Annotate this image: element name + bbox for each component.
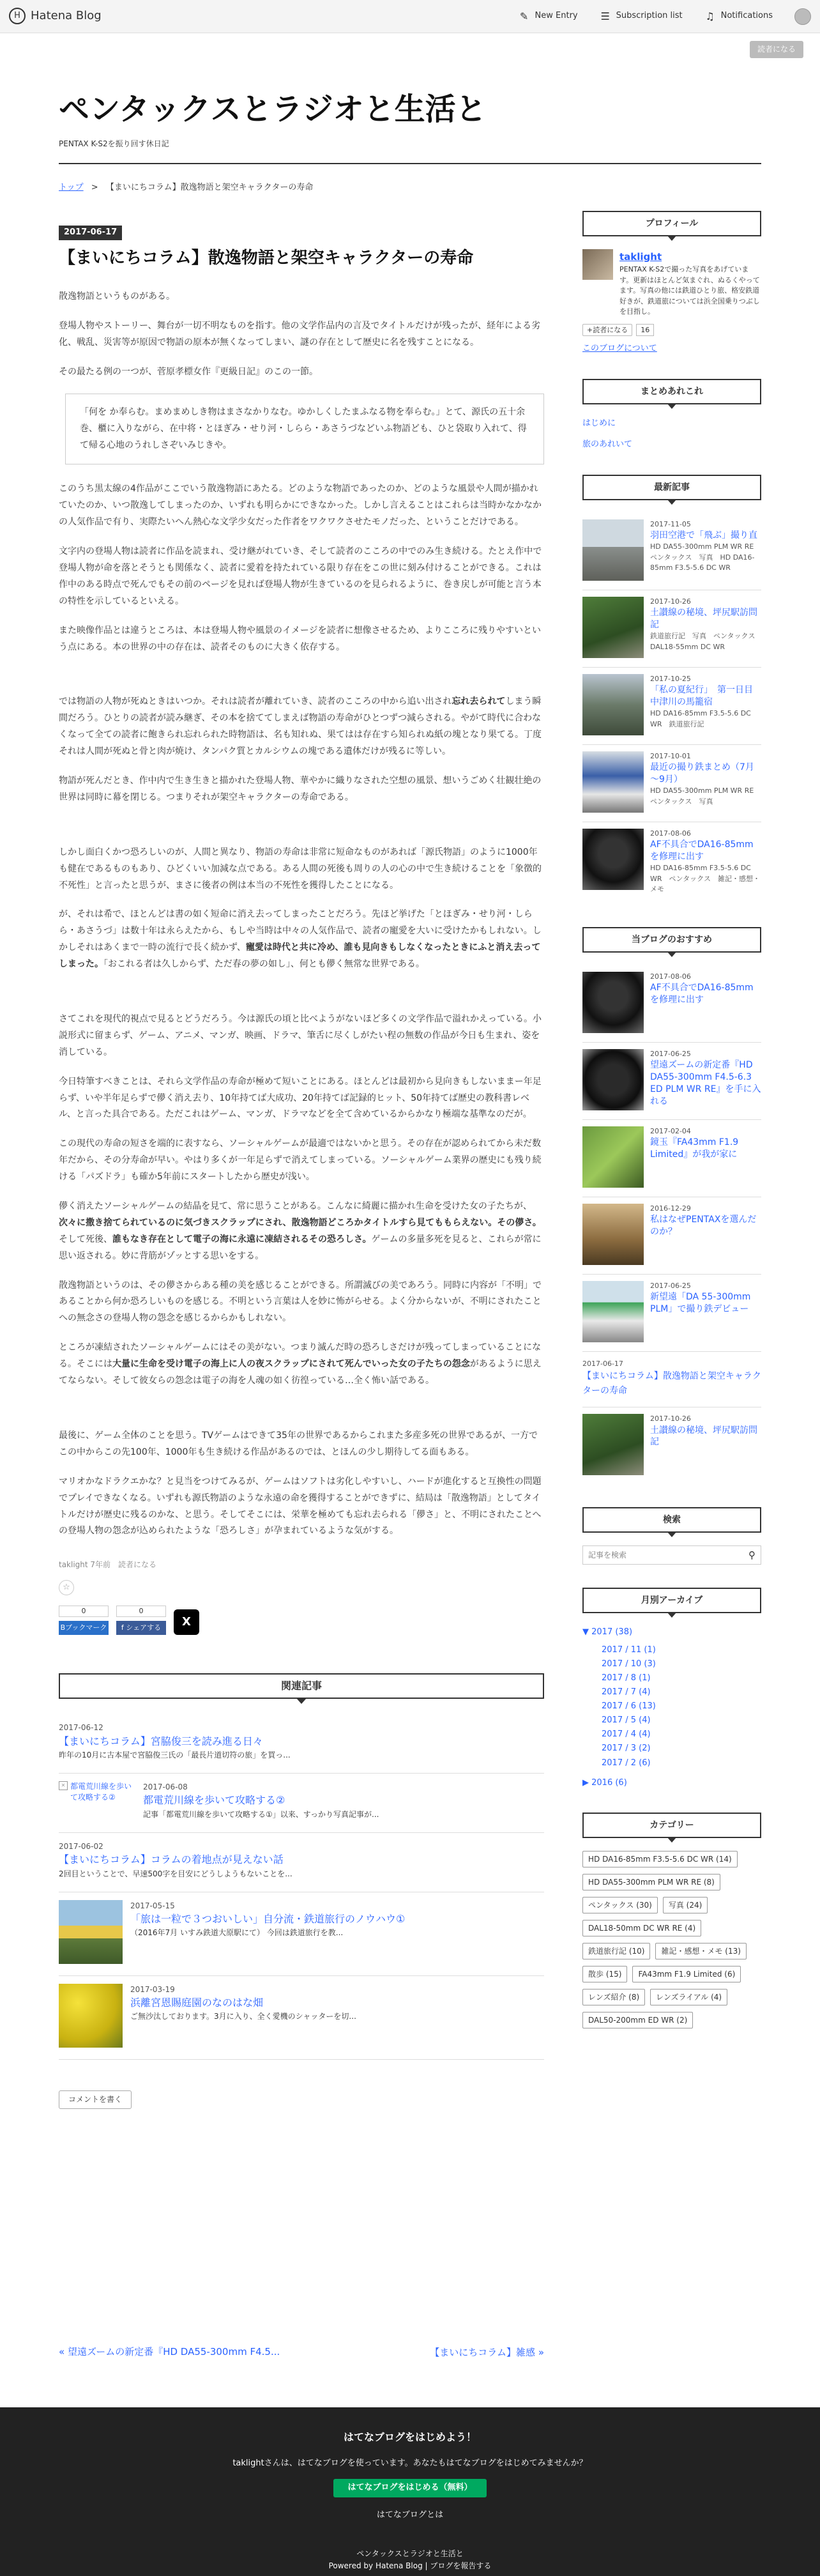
recent-heading: 最新記事 <box>582 475 761 500</box>
recommend-entry[interactable] <box>582 1197 761 1275</box>
write-comment-button[interactable]: コメントを書く <box>59 2090 132 2109</box>
recent-date: 2017-10-01 <box>650 751 691 760</box>
next-entry-link[interactable]: 【まいにちコラム】雑感 » <box>430 2347 544 2358</box>
archive-year-2017[interactable]: ▼ 2017 (38) <box>582 1627 633 1637</box>
recent-title[interactable]: 最近の撮り鉄まとめ（7月～9月） <box>650 762 754 785</box>
related-date: 2017-06-02 <box>59 1842 103 1851</box>
hatena-logo-icon: H <box>9 8 26 24</box>
category-link[interactable]: 雑記・感想・メモ (13) <box>655 1943 746 1959</box>
archive-month-link[interactable]: 2017 / 10 (3) <box>602 1659 656 1669</box>
bookmark-count: 0 <box>59 1606 109 1617</box>
recommend-title[interactable]: 鏡玉『FA43mm F1.9 Limited』が我が家に <box>650 1137 739 1160</box>
bold-segment: 大量に生命を受け電子の海上に人の夜スクラップにされて死んでいった女の子たちの怨念 <box>112 1359 470 1370</box>
recent-title[interactable]: 土讃線の秘境、坪尻駅訪問記 <box>650 608 757 631</box>
new-entry-label: New Entry <box>535 11 578 21</box>
entry-paragraph: また映像作品とは違うところは、本は登場人物や風景のイメージを読者に想像させるため、よりこころに残りやすいという点にある。本の世界の中の存在は、読者そのものに大きく依存する。 <box>59 625 542 652</box>
recent-date: 2017-11-05 <box>650 519 691 528</box>
archive-heading: 月別アーカイブ <box>582 1588 761 1613</box>
profile-subscribe-button[interactable]: +読者になる <box>582 324 632 337</box>
recommend-thumbnail[interactable] <box>582 1204 644 1265</box>
facebook-count: 0 <box>116 1606 166 1617</box>
category-link[interactable]: レンズ紹介 (8) <box>582 1989 645 2005</box>
text-segment: 儚く消えたソーシャルゲームの結晶を見て、常に思うことがある。こんなに綺麗に描かれ生命を受けた女の子たちが、 <box>59 1201 532 1212</box>
pencil-icon: ✎ <box>519 10 529 22</box>
related-excerpt: ご無沙汰しております。3月に入り、全く愛機のシャッターを切... <box>130 2012 356 2021</box>
powered-by: Powered by Hatena Blog <box>328 2561 423 2571</box>
new-entry-button[interactable] <box>519 8 578 25</box>
category-link[interactable]: 鉄道旅行記 (10) <box>582 1943 650 1959</box>
related-excerpt: 昨年の10月に古本屋で宮脇俊三氏の「最長片道切符の旅」を買っ... <box>59 1751 291 1760</box>
breadcrumb-top-link[interactable]: トップ <box>59 183 84 192</box>
category-link[interactable]: DAL50-200mm ED WR (2) <box>582 2012 693 2028</box>
related-title[interactable]: 浜離宮恩賜庭園のなのはな畑 <box>130 1996 264 2009</box>
entry-meta[interactable]: taklight 7年前 読者になる <box>59 1560 157 1570</box>
bold-segment: 誰もなき存在として電子の海に永遠に凍結されるその恐ろしさ。 <box>112 1234 372 1245</box>
recommend-date: 2017-06-25 <box>650 1049 691 1058</box>
prev-entry-link[interactable]: « 望遠ズームの新定番『HD DA55-300mm F4.5... <box>59 2346 280 2358</box>
notifications-label: Notifications <box>720 11 773 21</box>
share-buttons <box>59 1606 544 1635</box>
entry-paragraph <box>59 1199 544 1265</box>
recent-entry[interactable] <box>582 745 761 822</box>
footer-blog-link[interactable]: ペンタックスとラジオと生活と <box>356 2549 464 2558</box>
related-heading: 関連記事 <box>59 1673 544 1699</box>
search-icon[interactable]: ⚲ <box>748 1549 755 1561</box>
entry-paragraph: この現代の寿命の短さを端的に表すなら、ソーシャルゲームが最適ではないかと思う。その存在が認められてから未だ数年だから、その分寿命が早い。やはり多くが一年足らずで消えてしまっている。ソーシャルゲーム業界の歴史にも残り続ける「パズドラ」も確か5年前にスタートしたから歴史が浅い。 <box>59 1138 542 1183</box>
recent-title[interactable]: 羽田空港で「飛ぶ」撮り直 <box>650 530 757 541</box>
recent-title[interactable]: AF不具合でDA16-85mmを修理に出す <box>650 839 754 862</box>
bold-segment: 次々に撒き捨てられているのに気づきスクラップにされ、散逸物語どころかタイトルすら見てももらえない。その儚さ。 <box>59 1217 542 1228</box>
related-thumbnail[interactable] <box>59 1781 135 1821</box>
archive-module <box>582 1588 761 1790</box>
recommend-date: 2016-12-29 <box>650 1204 691 1213</box>
recommend-thumbnail[interactable] <box>582 1414 644 1475</box>
recommend-date: 2017-08-06 <box>650 972 691 981</box>
recent-entry[interactable] <box>582 513 761 590</box>
recent-categories: 鉄道旅行記 写真 ペンタックス DAL18-55mm DC WR <box>650 632 763 651</box>
related-date: 2017-06-08 <box>143 1782 188 1792</box>
related-thumbnail[interactable] <box>59 1900 123 1964</box>
entry-paragraph <box>59 907 544 973</box>
recommend-title[interactable]: 土讃線の秘境、坪尻駅訪問記 <box>650 1425 757 1448</box>
text-segment: ところが凍結されたソーシャルゲームにはその美がない。つまり滅んだ時の恐ろしさだけが残ってしまっていることになる。そこには <box>59 1342 542 1370</box>
recent-thumbnail[interactable] <box>582 597 644 658</box>
report-blog-link[interactable]: ブログを報告する <box>430 2561 492 2571</box>
entry-body <box>59 289 544 1540</box>
recommend-title[interactable]: 私はなぜPENTAXを選んだのか？ <box>650 1215 757 1238</box>
category-link[interactable]: 写真 (24) <box>663 1897 708 1913</box>
related-date: 2017-06-12 <box>59 1723 103 1733</box>
recent-thumbnail[interactable] <box>582 674 644 735</box>
related-title[interactable]: 【まいにちコラム】宮脇俊三を読み進る日々 <box>59 1735 263 1747</box>
matome-module <box>582 379 761 452</box>
subscription-label: Subscription list <box>616 11 683 21</box>
entry-paragraph: しかし面白くかつ恐ろしいのが、人間と異なり、物語の寿命は非常に短命なものがあれば「源氏物語」のように1000年も健在であるものもあり、ひどくいい加減な点である。ある人間の死後も周りの人の心の中で生き続けることを「象徴的不死性」と言ったと思うが、まさに後者の例は本当の不死性を獲得したことになる。 <box>59 847 542 891</box>
recent-title[interactable]: 「私の夏紀行」 第一日目 中津川の馬籠宿 <box>650 685 762 708</box>
footer-text: taklightさんは、はてなブログを使っています。あなたもはてなブログをはじめてみませんか？ <box>232 2458 588 2468</box>
related-thumbnail[interactable] <box>59 1984 123 2048</box>
recommend-title[interactable]: 望遠ズームの新定番『HD DA55-300mm F4.5-6.3 ED PLM WR RE』を手に入れる <box>650 1060 761 1107</box>
recent-date: 2017-08-06 <box>650 829 691 838</box>
recommend-title[interactable]: AF不具合でDA16-85mmを修理に出す <box>650 983 754 1006</box>
entry-title[interactable]: 【まいにちコラム】散逸物語と架空キャラクターの寿命 <box>59 248 474 268</box>
subscribe-reader-button[interactable]: 読者になる <box>750 41 803 58</box>
archive-month-link[interactable]: 2017 / 6 (13) <box>602 1701 656 1712</box>
archive-year-2016[interactable]: ▶ 2016 (6) <box>582 1777 627 1788</box>
category-link[interactable]: FA43mm F1.9 Limited (6) <box>632 1966 741 1982</box>
archive-month-link[interactable]: 2017 / 3 (2) <box>602 1744 651 1754</box>
recommend-thumbnail[interactable] <box>582 1126 644 1188</box>
category-link[interactable]: HD DA16-85mm F3.5-5.6 DC WR (14) <box>582 1851 738 1867</box>
thumbnail-alt-text: 都電荒川線を歩いて攻略する② <box>70 1782 132 1802</box>
bold-segment: 寵愛は時代と共に冷め、誰も見向きもしなくなったときにふと消え去ってしまった。 <box>59 942 541 970</box>
facebook-label: f シェアする <box>116 1621 166 1635</box>
recommend-entry[interactable] <box>582 965 761 1043</box>
entry-paragraph: このうち黒太線の4作品がここでいう散逸物語にあたる。どのような物語であったのか、どのような風景や人間が描かれていたのか、いつ散逸してしまったのか、いずれも明らかにできなかった。しかし言えることはこれらは当時かなかなかの人気作品で有り、実際たいへん熱心な文学少女だった作者をワクワクさせたモノだった、ということだけである。 <box>59 484 542 528</box>
related-list <box>59 1714 544 2059</box>
notifications-button[interactable] <box>704 8 773 25</box>
archive-month-link[interactable]: 2017 / 4 (4) <box>602 1729 651 1740</box>
recommend-module <box>582 927 761 1484</box>
category-link[interactable]: レンズライアル (4) <box>650 1989 727 2005</box>
entry-paragraph: 散逸物語というのは、その儚さからある種の美を感じることができる。所謂滅びの美であろう。同時に内容が「不明」であることから何か恐ろしいものを感じる。不明という言葉は人を妙に怖がらせる。よく分からないが、不明にされたことへの無念さの登場人物の怨念を感じるからかもしれない。 <box>59 1280 542 1324</box>
recent-categories: HD DA16-85mm F3.5-5.6 DC WR ペンタックス 雑記・感想・メモ <box>650 864 760 894</box>
header-divider <box>59 163 761 164</box>
search-module <box>582 1507 761 1565</box>
related-item[interactable] <box>59 1774 544 1833</box>
global-nav <box>519 8 811 25</box>
footer-copyright: ペンタックスとラジオと生活と Powered by Hatena Blog | ブログを報告する <box>328 2549 492 2571</box>
blog-header <box>59 89 761 151</box>
profile-heading: プロフィール <box>582 211 761 236</box>
search-input[interactable] <box>588 1551 748 1560</box>
related-title[interactable]: 都電荒川線を歩いて攻略する② <box>143 1794 285 1807</box>
related-item[interactable] <box>59 1714 544 1774</box>
recent-thumbnail[interactable] <box>582 829 644 890</box>
recommend-title[interactable]: 新望遠「DA 55-300mm PLM」で撮り鉄デビュー <box>650 1292 751 1315</box>
recent-date: 2017-10-25 <box>650 674 691 683</box>
category-link[interactable]: DAL18-50mm DC WR RE (4) <box>582 1920 701 1936</box>
list-icon: ☰ <box>600 10 610 22</box>
recommend-entry[interactable] <box>582 1120 761 1197</box>
recommend-entry[interactable] <box>582 1352 761 1407</box>
archive-month-link[interactable]: 2017 / 11 (1) <box>602 1644 656 1655</box>
broken-image-icon: ✕ <box>59 1781 68 1790</box>
entry-paragraph: 物語が死んだとき、作中内で生き生きと描かれた登場人物、華やかに織りなされた空想の風景、想いうごめく壮観壮絶の世界は同時に幕を閉じる。つまりそれが架空キャラクターの寿命である。 <box>59 776 542 802</box>
start-blog-button[interactable]: はてなブログをはじめる（無料） <box>333 2479 486 2497</box>
recent-categories: HD DA16-85mm F3.5-5.6 DC WR 鉄道旅行記 <box>650 709 751 728</box>
blog-description: PENTAX K-S2を振り回す休日記 <box>59 139 169 149</box>
recent-entries-module <box>582 475 761 904</box>
page-footer <box>0 2407 820 2576</box>
text-segment: では物語の人物が死ぬときはいつか。それは読者が離れていき、読者のこころの中から追い出され <box>59 696 452 707</box>
archive-month-link[interactable]: 2017 / 5 (4) <box>602 1715 651 1726</box>
entry-paragraph: 文字内の登場人物は読者に作品を読まれ、受け継がれていき、そして読者のこころの中でのみ生き続ける。たとえ作中で登場人物が命を落とそうとも関係なく、読者に愛着を持たれている限り存在をこの世に刻み付けることができる。これは作中のある時点で死んでもその前のページを見れば登場人物が生きているのを見られるように、巻き戻しが可能と言う本の特性を示しているといえる。 <box>59 546 542 606</box>
hatena-blog-logo[interactable] <box>9 7 102 26</box>
recent-thumbnail[interactable] <box>582 519 644 581</box>
recent-entry[interactable] <box>582 822 761 904</box>
recent-categories: HD DA55-300mm PLM WR RE ペンタックス 写真 HD DA16-85mm F3.5-5.6 DC WR <box>650 542 761 572</box>
profile-description: PENTAX K-S2で撮った写真をあげています。更新はほとんど気まぐれ、ぬるくやってます。写真の他には鉄道ひとり旅、格安鉄道好きが、鉄道旅については浜全国乗りつぶしを目指し。 <box>619 265 760 316</box>
category-link[interactable]: 散歩 (15) <box>582 1966 627 1982</box>
text-segment: しまう瞬間だろう。ひとりの読者が読み継ぎ、その本を捨ててしまえば物語の寿命がひとつずつ減らされる。やがて時代に合わなくなって全ての読者に飽きられ忘れられた時物語は、名も知れぬ、果てはは存在すら知られぬ紙の塊となり果てる。丁度それは人間が死ぬと骨と肉が焼け、タンパク質とカルシウムの塊である遺体だけが残るに等しい。 <box>59 696 542 757</box>
entry-quote: 「何を か奉らむ。まめまめしき物はまさなかりなむ。ゆかしくしたまふなる物を奉らむ。」とて、源氏の五十余巻、櫃に入りながら、在中将・とほぎみ・せり河・しらら・あさうづなどいふ物語ども、ひと袋取り入れて、得て帰る心地のうれしさぞいみじきや。 <box>65 394 544 465</box>
related-title[interactable]: 「旅は一粒で３つおいしい」自分流・鉄道旅行のノウハウ① <box>130 1912 406 1925</box>
category-heading: カテゴリー <box>582 1813 761 1838</box>
reader-count: 16 <box>636 324 654 337</box>
about-hatena-link[interactable]: はてなブログとは <box>376 2510 444 2520</box>
entry-paragraph <box>59 694 544 760</box>
recent-thumbnail[interactable] <box>582 751 644 813</box>
recent-categories: HD DA55-300mm PLM WR RE ペンタックス 写真 <box>650 786 761 806</box>
related-excerpt: 記事「都電荒川線を歩いて攻略する①」以来、すっかり写真記事が... <box>143 1809 379 1819</box>
text-segment: 「おこれる者は久しからず、ただ春の夢の如し」、何とも儚く無常な世界である。 <box>103 959 425 970</box>
related-excerpt: （2016年7月 いすみ鉄道大原駅にて） 今回は鉄道旅行を教... <box>130 1928 344 1938</box>
facebook-share-button[interactable] <box>116 1606 166 1635</box>
subscription-list-button[interactable] <box>600 8 683 25</box>
archive-month-link[interactable]: 2017 / 7 (4) <box>602 1687 651 1698</box>
matome-link[interactable]: はじめに <box>582 418 616 429</box>
matome-heading: まとめあれこれ <box>582 379 761 404</box>
profile-name[interactable]: taklight <box>619 251 662 263</box>
user-avatar[interactable] <box>794 8 811 25</box>
entry-paragraph: 散逸物語というものがある。 <box>59 291 175 302</box>
entry-date[interactable]: 2017-06-17 <box>59 226 122 240</box>
category-link[interactable]: HD DA55-300mm PLM WR RE (8) <box>582 1874 720 1890</box>
entry-paragraph: マリオかなドラクエかな？と見当をつけてみるが、ゲームはソフトは劣化しやすいし、ハードが進化すると互換性の問題でプレイできなくなる。いずれも源氏物語のような永遠の命を獲得することができずに、結局は「散逸物語」としてタイトルだけが歴史に残るのかな、と思う。そしてそこには、栄華を極めても忘れ去られる「儚さ」と、不明にされたことへの登場人物の怨念が込められたような「恐ろしさ」が孕まれているような気がする。 <box>59 1476 542 1537</box>
text-segment: そして死後、 <box>59 1234 112 1245</box>
profile-module <box>582 211 761 356</box>
related-item[interactable] <box>59 1976 544 2060</box>
breadcrumb-separator: > <box>91 183 98 192</box>
bookmark-label: Bブックマーク <box>59 1621 109 1635</box>
hatena-bookmark-button[interactable] <box>59 1606 109 1635</box>
recommend-thumbnail[interactable] <box>582 1049 644 1110</box>
related-item[interactable] <box>59 1892 544 1976</box>
blog-title[interactable]: ペンタックスとラジオと生活と <box>59 91 487 127</box>
bold-segment: 忘れ去られて <box>452 696 506 707</box>
bell-icon: ♫ <box>705 10 715 22</box>
recommend-thumbnail[interactable] <box>582 1281 644 1342</box>
entry-paragraph: 最後に、ゲーム全体のことを思う。TVゲームはできて35年の世界であるからこれまた多産多死の世界であるが、一方でこの中からこの先100年、1000年も生き続ける作品があるのでは、とほんの少し期待してる面もある。 <box>59 1430 538 1457</box>
entry-main <box>59 225 544 2109</box>
text-segment: が、それは希で、ほとんどは書の如く短命に消え去ってしまったことだろう。先ほど挙げた「とほぎみ・せり河・しらら・あさうづ」は数十年は永らえたから、もしや当時は中々の人気作品で、読者の寵愛を大いに受けたかもしれない。しかしそれはあくまで一時の流行で長く続かず、 <box>59 909 542 953</box>
recommend-entry[interactable] <box>582 1275 761 1352</box>
recommend-heading: 当ブログのおすすめ <box>582 927 761 953</box>
recommend-date: 2017-06-17 <box>582 1359 623 1368</box>
entry-paragraph: 登場人物やストーリー、舞台が一切不明なものを指す。他の文学作品内の言及でタイトルだけが残ったが、経年による劣化、戦乱、災害等が原因で物語の原本が無くなってしまい、謎の存在として歴史に名を残すことになる。 <box>59 321 541 348</box>
profile-avatar[interactable] <box>582 249 613 280</box>
search-form <box>582 1545 761 1565</box>
related-date: 2017-03-19 <box>130 1984 175 1994</box>
entry-paragraph <box>59 1340 544 1390</box>
about-blog-link[interactable]: このブログについて <box>582 344 657 354</box>
footer-heading: はてなブログをはじめよう！ <box>343 2431 476 2443</box>
recent-entry[interactable] <box>582 590 761 668</box>
sidebar <box>582 211 761 2051</box>
x-share-button[interactable]: X <box>174 1609 199 1635</box>
related-excerpt: 2回目ということで、早速500字を目安にどうしようもないことを... <box>59 1869 292 1878</box>
breadcrumb-current: 【まいにちコラム】散逸物語と架空キャラクターの寿命 <box>105 183 314 192</box>
recent-date: 2017-10-26 <box>650 597 691 606</box>
recommend-entry[interactable] <box>582 1043 761 1120</box>
add-star-button[interactable]: ☆ <box>59 1580 74 1595</box>
recommend-date: 2017-02-04 <box>650 1126 691 1135</box>
brand-label: Hatena Blog <box>31 9 102 23</box>
recommend-title[interactable]: 【まいにちコラム】散逸物語と架空キャラクターの寿命 <box>582 1371 761 1396</box>
recommend-date: 2017-10-26 <box>650 1414 691 1423</box>
related-title[interactable]: 【まいにちコラム】コラムの着地点が見えない話 <box>59 1853 284 1866</box>
recommend-thumbnail[interactable] <box>582 972 644 1033</box>
category-module <box>582 1813 761 2028</box>
matome-link[interactable]: 旅のあれいて <box>582 440 633 450</box>
archive-month-link[interactable]: 2017 / 8 (1) <box>602 1673 651 1683</box>
recommend-date: 2017-06-25 <box>650 1281 691 1290</box>
global-header <box>0 0 820 33</box>
recent-entry[interactable] <box>582 668 761 745</box>
breadcrumb <box>59 181 313 195</box>
text-segment: があるように思えてならない。そして彼女らの怨念は電子の海を人魂の如く彷徨っている…全く怖い話である。 <box>59 1359 542 1386</box>
category-link[interactable]: ペンタックス (30) <box>582 1897 658 1913</box>
recommend-entry[interactable] <box>582 1407 761 1484</box>
archive-month-link[interactable]: 2017 / 2 (6) <box>602 1758 651 1768</box>
search-heading: 検索 <box>582 1507 761 1533</box>
entry-paragraph: さてこれを現代的視点で見るとどうだろう。今は源氏の頃と比べようがないほど多くの文学作品で溢れかえっている。小説形式に留まらず、ゲーム、アニメ、マンガ、映画、ドラマ、筆舌に尽くしがたい程の無数の作品が今日も生まれ、姿を消している。 <box>59 1014 542 1057</box>
entry-paragraph: 今日特筆すべきことは、それら文学作品の寿命が極めて短いことにある。ほとんどは最初から見向きもしないままー年足らず、いや半年足らずで儚く消え去り、10年持てば大成功、20年持てば記録的ヒット、50年持てば歴史の教科書レベル、と言った具合である。ただこれはゲーム、マンガ、ドラマなどを全て含めているからかなり極端な基準なのだが。 <box>59 1076 542 1120</box>
related-item[interactable] <box>59 1833 544 1892</box>
entry-paragraph: その最たる例の一つが、菅原孝標女作『更級日記』のこの一節。 <box>59 366 318 377</box>
text-segment: ゲームの多量多死を見ると、これらが常に思い返される。妙に背筋がゾッとする思いをする。 <box>59 1234 542 1261</box>
related-date: 2017-05-15 <box>130 1901 175 1910</box>
